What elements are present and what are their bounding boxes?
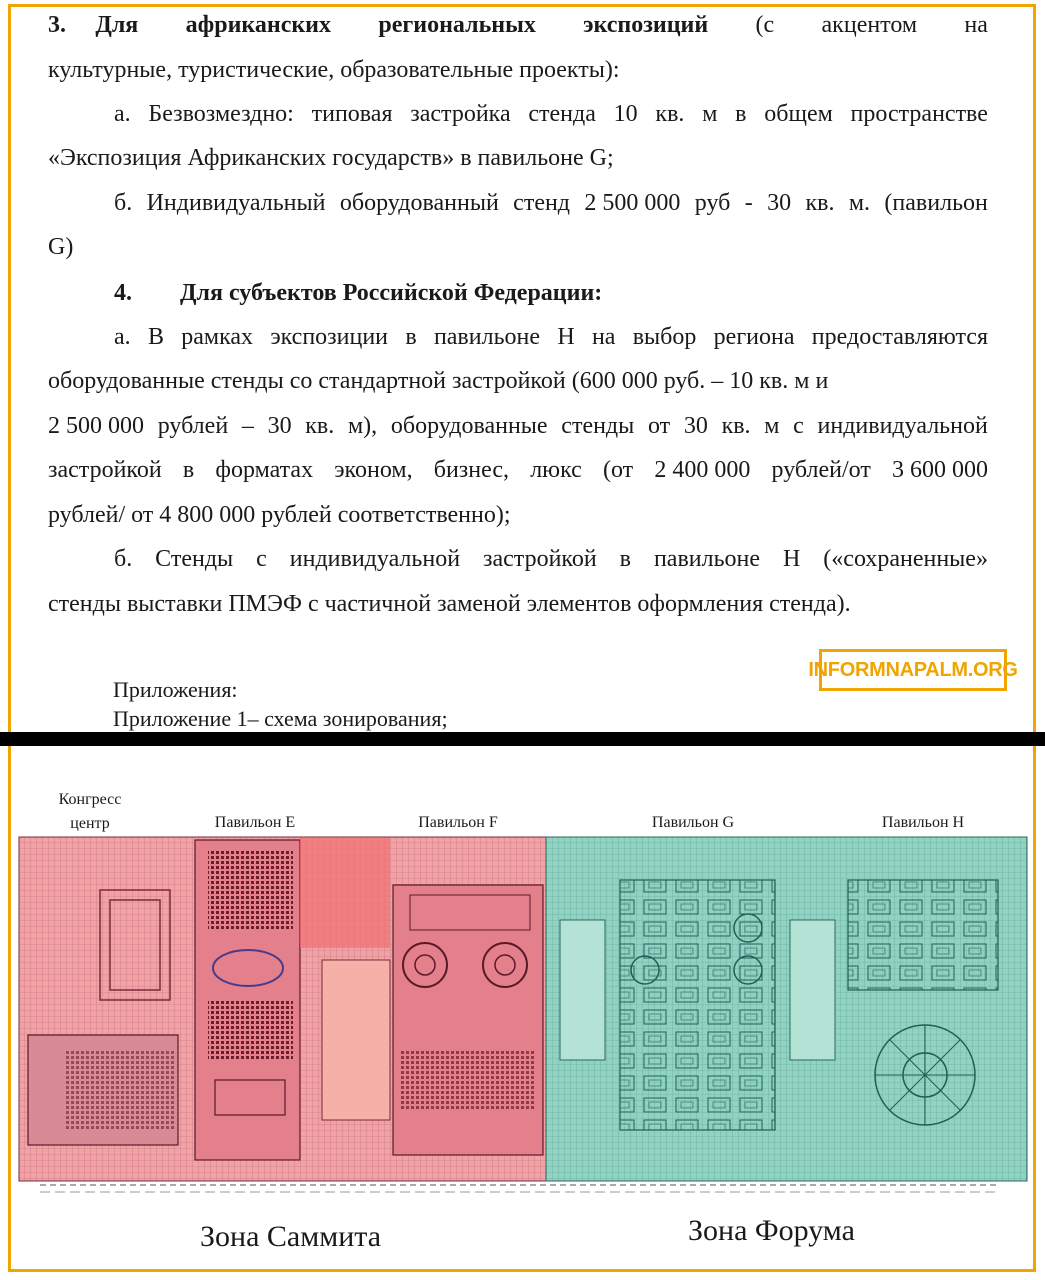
word: общем xyxy=(764,101,833,127)
word: стенда xyxy=(528,101,596,127)
word: (от xyxy=(603,457,634,483)
summit-zone xyxy=(19,837,546,1181)
word: в xyxy=(405,324,417,350)
item3-a-line2: «Экспозиция Африканских государств» в павильоне G; xyxy=(48,145,614,171)
word: индивидуальной xyxy=(817,413,988,439)
word: 2 500 000 xyxy=(48,413,144,439)
word: («сохраненные» xyxy=(823,546,988,572)
word: на xyxy=(964,12,988,38)
word: рублей/от xyxy=(771,457,871,483)
word: рублей xyxy=(157,413,229,439)
word: в xyxy=(619,546,631,572)
item3-b-line1 xyxy=(48,188,988,218)
label-pavilion-f: Павильон F xyxy=(418,814,498,831)
word: кв. xyxy=(805,190,835,216)
item3-b-line2: G) xyxy=(48,234,74,260)
word: 30 xyxy=(683,413,708,439)
word: от xyxy=(647,413,671,439)
word: типовая xyxy=(311,101,393,127)
word: с xyxy=(256,546,267,572)
word: бизнес, xyxy=(433,457,510,483)
word: - xyxy=(744,190,753,216)
word: (павильон xyxy=(884,190,988,216)
section-divider xyxy=(0,732,1045,746)
item4-b-line1 xyxy=(48,544,988,574)
word: б. xyxy=(114,190,133,216)
word: застройкой xyxy=(48,457,162,483)
word: с xyxy=(793,413,804,439)
forum-zone xyxy=(546,837,1027,1181)
item4-number: 4. xyxy=(114,280,132,306)
label-pavilion-e: Павильон Е xyxy=(214,814,296,831)
label-congress-line2: центр xyxy=(70,815,110,832)
word: м), xyxy=(347,413,378,439)
appendix-heading: Приложения: xyxy=(113,677,238,702)
label-congress-line1: Конгресс xyxy=(58,791,122,808)
word: павильоне xyxy=(433,324,541,350)
word: руб xyxy=(694,190,731,216)
word: в xyxy=(735,101,747,127)
word: кв. xyxy=(655,101,685,127)
item3-heading-line: 3. Для африканских региональных экспозиций (с акцентом на xyxy=(48,12,988,38)
word: акцентом xyxy=(821,12,918,38)
word: африканских xyxy=(185,12,332,38)
word: оборудованные xyxy=(390,413,548,439)
word: Н xyxy=(783,546,801,572)
word: люкс xyxy=(530,457,582,483)
word: м. xyxy=(848,190,871,216)
word: стенды xyxy=(561,413,635,439)
word: на xyxy=(591,324,616,350)
word: В xyxy=(147,324,164,350)
item4-a-line4 xyxy=(48,455,988,485)
item3-a-line1 xyxy=(48,99,988,129)
word: региональных xyxy=(378,12,536,38)
word: стенд xyxy=(513,190,571,216)
word: пространстве xyxy=(850,101,988,127)
label-pavilion-g: Павильон G xyxy=(651,814,735,831)
item4-a-line1 xyxy=(48,322,988,352)
word: в xyxy=(182,457,195,483)
zone-summit-label: Зона Саммита xyxy=(200,1220,382,1253)
word: индивидуальной xyxy=(289,546,461,572)
appendix-item: Приложение 1– схема зонирования; xyxy=(113,706,448,731)
label-pavilion-h: Павильон Н xyxy=(881,814,965,831)
word: а. xyxy=(114,324,131,350)
word: 30 xyxy=(267,413,292,439)
word: выбор xyxy=(632,324,697,350)
word: Индивидуальный xyxy=(146,190,326,216)
word: – xyxy=(241,413,254,439)
item4-title: Для субъектов Российской Федерации: xyxy=(180,280,603,306)
word: застройка xyxy=(410,101,511,127)
word: м xyxy=(702,101,718,127)
item4-a-line2: оборудованные стенды со стандартной застройкой (600 000 руб. – 10 кв. м и xyxy=(48,368,829,394)
word: эконом, xyxy=(334,457,413,483)
word: 3 600 000 xyxy=(891,457,988,483)
word: Н xyxy=(557,324,575,350)
word: кв. xyxy=(305,413,335,439)
item3-line2: культурные, туристические, образовательные проекты): xyxy=(48,57,620,83)
floor-plan xyxy=(0,830,1045,1200)
word: Безвозмездно: xyxy=(148,101,294,127)
zone-forum-label: Зона Форума xyxy=(688,1214,855,1247)
item4-a-line3 xyxy=(48,411,988,441)
item4-b-line2: стенды выставки ПМЭФ с частичной заменой элементов оформления стенда). xyxy=(48,591,851,617)
word: 2 400 000 xyxy=(654,457,751,483)
word: павильоне xyxy=(653,546,761,572)
word: 30 xyxy=(767,190,792,216)
word: м xyxy=(764,413,780,439)
word: (с xyxy=(755,12,775,38)
word: б. xyxy=(114,546,133,572)
word: кв. xyxy=(721,413,751,439)
word: а. xyxy=(114,101,131,127)
item4-heading-line xyxy=(48,278,988,308)
word: рамках xyxy=(181,324,254,350)
item4-a-line5: рублей/ от 4 800 000 рублей соответственно); xyxy=(48,502,511,528)
word: экспозиции xyxy=(270,324,389,350)
word: 2 500 000 xyxy=(584,190,681,216)
word: предоставляются xyxy=(811,324,988,350)
word: региона xyxy=(713,324,795,350)
word: 10 xyxy=(613,101,638,127)
word: экспозиций xyxy=(583,12,709,38)
word: Стенды xyxy=(155,546,234,572)
watermark-logo: INFORMNAPALM.ORG xyxy=(819,649,1007,691)
word: оборудованный xyxy=(339,190,499,216)
word: Для xyxy=(95,12,139,38)
word: застройкой xyxy=(483,546,597,572)
word: форматах xyxy=(215,457,314,483)
